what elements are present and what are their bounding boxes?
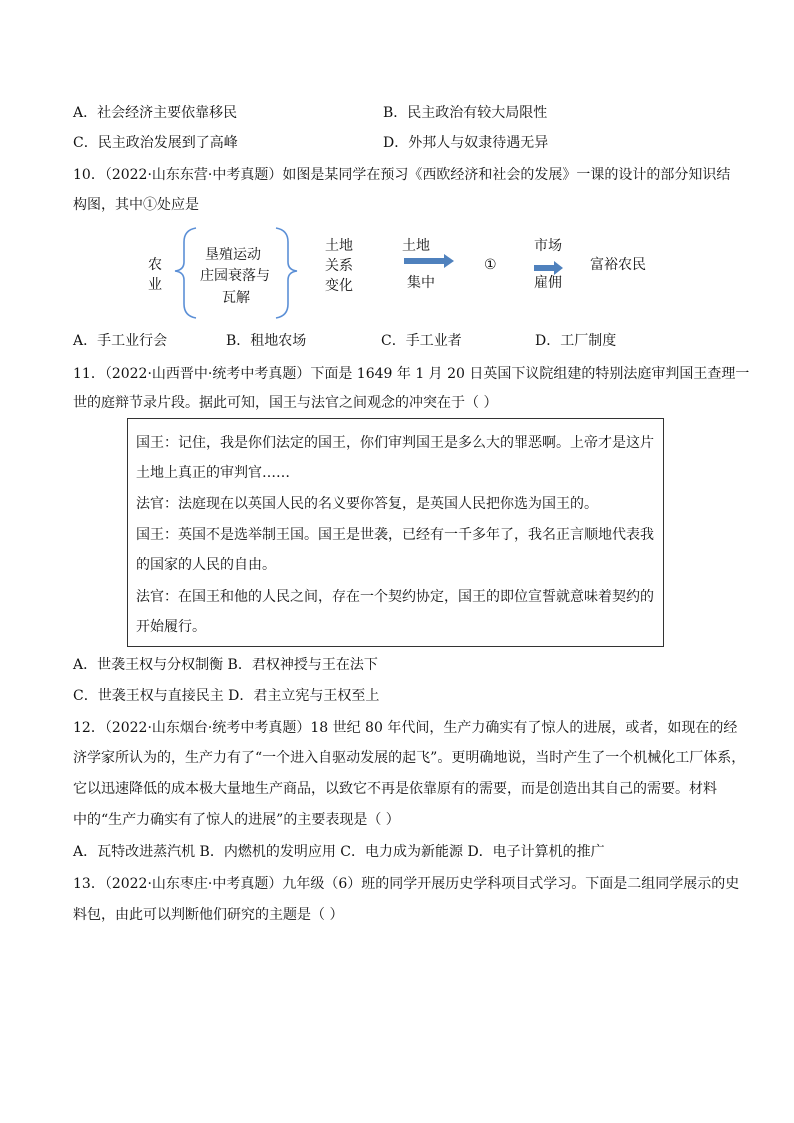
brace-item-2: 庄园衰落与 <box>200 268 270 284</box>
diagram-result: 富裕农民 <box>590 257 646 273</box>
q13-line-1: 13．（2022·山东枣庄·中考真题）九年级（6）班的同学开展历史学科项目式学习。下面是二组同学展示的史 <box>73 876 740 892</box>
circle-one-marker: ① <box>484 257 497 273</box>
right-brace-icon <box>276 228 297 318</box>
q10-option-a: A．手工业行会 <box>73 333 168 349</box>
q10-option-b: B．租地农场 <box>226 333 307 349</box>
q12-line-4: 中的“生产力确实有了惊人的进展”的主要表现是（ ） <box>73 812 400 828</box>
transcript-line-4: 国王：英国不是选举制王国。国王是世袭，已经有一千多年了，我名正言顺地代表我 <box>136 527 654 543</box>
q10-stem-line2: 构图，其中①处应是 <box>73 197 199 213</box>
q10-option-c: C．手工业者 <box>381 333 462 349</box>
q9-option-d: D．外邦人与奴隶待遇无异 <box>383 135 549 151</box>
q11-options-line1: A．世袭王权与分权制衡 B．君权神授与王在法下 <box>73 657 378 673</box>
transcript-line-6: 法官：在国王和他的人民之间，存在一个契约协定，国王的即位宣誓就意味着契约的 <box>136 589 654 605</box>
q10-option-d: D．工厂制度 <box>535 333 617 349</box>
q12-line-2: 济学家所认为的，生产力有了“一个进入自驱动发展的起飞”。更明确地说，当时产生了一个机械化工厂体系， <box>73 750 746 766</box>
col2-top: 土地 <box>402 238 430 254</box>
q12-line-3: 它以迅速降低的成本极大量地生产商品，以致它不再是依靠原有的需要，而是创造出其自己的需要。材料 <box>73 781 717 797</box>
q9-option-c: C．民主政治发展到了高峰 <box>73 135 238 151</box>
col1-line-1: 土地 <box>325 238 353 254</box>
q13-line-2: 料包，由此可以判断他们研究的主题是（ ） <box>73 907 344 923</box>
q11-stem-line1: 11．（2022·山西晋中·统考中考真题）下面是 1649 年 1 月 20 日英国下议院组建的特别法庭审判国王查理一 <box>73 366 750 382</box>
q10-stem-line1: 10．（2022·山东东营·中考真题）如图是某同学在预习《西欧经济和社会的发展》一课的设计的部分知识结 <box>73 167 731 183</box>
arrow-right-icon-1 <box>404 254 454 268</box>
transcript-line-7: 开始履行。 <box>136 619 206 635</box>
trial-transcript-box <box>127 418 664 647</box>
col2-bottom: 集中 <box>407 275 435 291</box>
transcript-line-1: 国王：记住，我是你们法定的国王，你们审判国王是多么大的罪恶啊。上帝才是这片 <box>136 435 654 451</box>
q12-options-line: A．瓦特改进蒸汽机 B．内燃机的发明应用 C．电力成为新能源 D．电子计算机的推广 <box>73 844 605 860</box>
diagram-shapes <box>0 0 794 330</box>
diagram-left-label-2: 业 <box>148 277 162 293</box>
q11-options-line2: C．世袭王权与直接民主 D．君主立宪与王权至上 <box>73 688 380 704</box>
brace-item-3: 瓦解 <box>222 290 250 306</box>
q9-option-a: A．社会经济主要依靠移民 <box>73 105 238 121</box>
q12-line-1: 12．（2022·山东烟台·统考中考真题）18 世纪 80 年代间，生产力确实有了惊人的进展，或者，如现在的经 <box>73 720 738 736</box>
col1-line-3: 变化 <box>325 278 353 294</box>
col3-top: 市场 <box>534 238 562 254</box>
col3-bottom: 雇佣 <box>534 275 562 291</box>
q9-option-b: B．民主政治有较大局限性 <box>383 105 548 121</box>
transcript-line-2: 土地上真正的审判官…… <box>136 465 290 481</box>
diagram-left-label-1: 农 <box>148 257 162 273</box>
col1-line-2: 关系 <box>325 258 353 274</box>
arrow-right-icon-2 <box>534 261 563 275</box>
left-brace-icon <box>175 228 196 318</box>
q11-stem-line2: 世的庭辩节录片段。据此可知，国王与法官之间观念的冲突在于（ ） <box>73 395 498 411</box>
brace-item-1: 垦殖运动 <box>205 247 261 263</box>
transcript-line-5: 的国家的人民的自由。 <box>136 557 276 573</box>
transcript-line-3: 法官：法庭现在以英国人民的名义要你答复，是英国人民把你选为国王的。 <box>136 496 598 512</box>
